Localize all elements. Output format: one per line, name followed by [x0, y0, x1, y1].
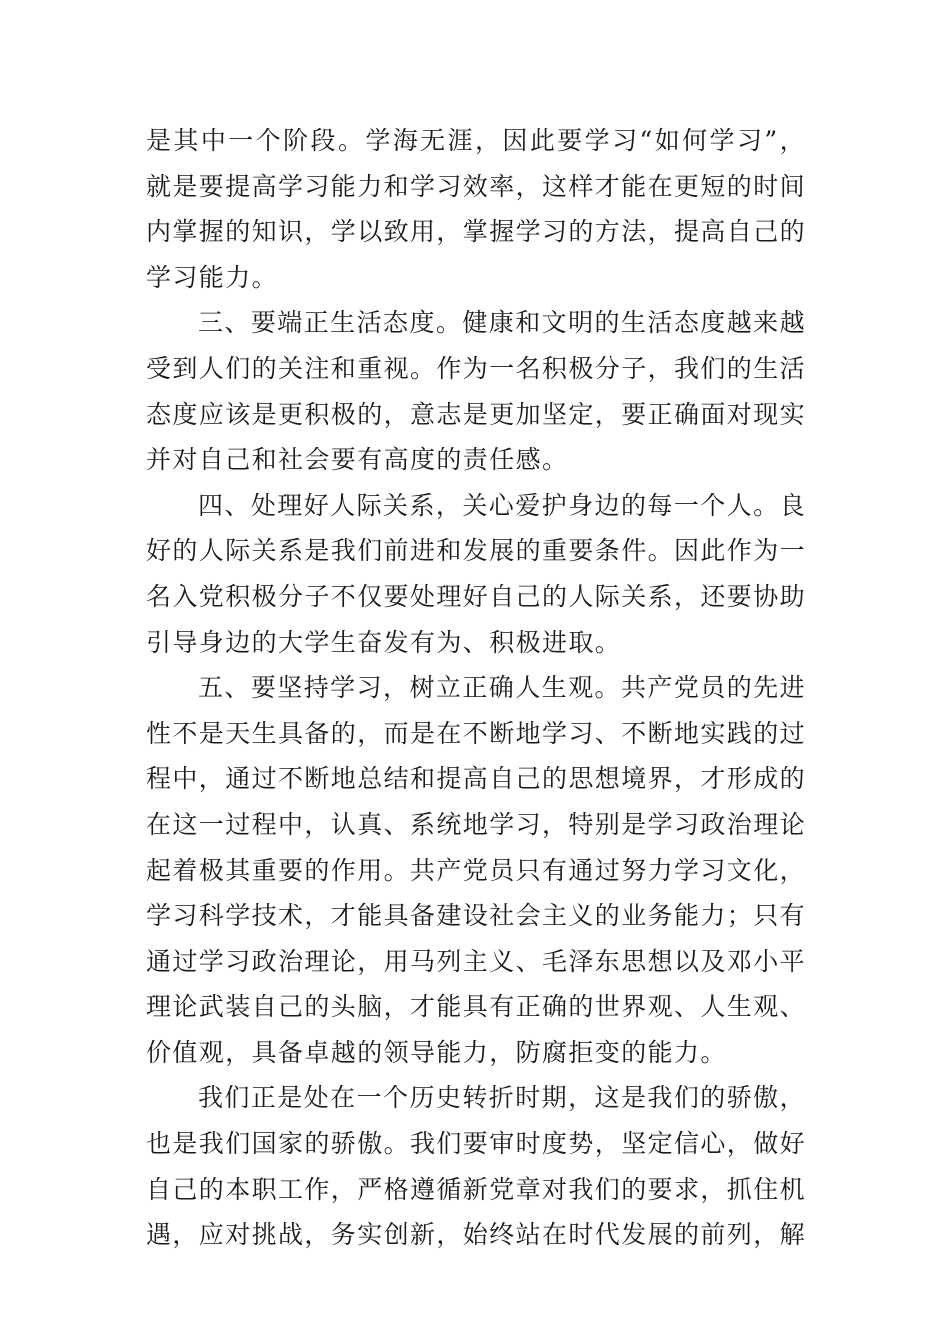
paragraph-relationships: 四、处理好人际关系，关心爱护身边的每一个人。良好的人际关系是我们前进和发展的重要条件。因此作为一名入党积极分子不仅要处理好自己的人际关系，还要协助引导身边的大学生奋发有为、积极进取。: [146, 490, 807, 657]
paragraph-life-attitude: 三、要端正生活态度。健康和文明的生活态度越来越受到人们的关注和重视。作为一名积极分子，我们的生活态度应该是更积极的，意志是更加坚定，要正确面对现实并对自己和社会要有高度的责任感。: [146, 308, 807, 475]
paragraph-conclusion: 我们正是处在一个历史转折时期，这是我们的骄傲，也是我们国家的骄傲。我们要审时度势，坚定信心，做好自己的本职工作，严格遵循新党章对我们的要求，抓住机遇，应对挑战，务实创新，始终站在时代发展的前列，解: [146, 1083, 807, 1250]
document-body: [146, 118, 806, 1258]
paragraph-outlook-on-life: 五、要坚持学习，树立正确人生观。共产党员的先进性不是天生具备的，而是在不断地学习、不断地实践的过程中，通过不断地总结和提高自己的思想境界，才形成的在这一过程中，认真、系统地学习，特别是学习政治理论起着极其重要的作用。共产党员只有通过努力学习文化，学习科学技术，才能具备建设社会主义的业务能力；只有通过学习政治理论，用马列主义、毛泽东思想以及邓小平理论武装自己的头脑，才能具有正确的世界观、人生观、价值观，具备卓越的领导能力，防腐拒变的能力。: [146, 673, 807, 1067]
paragraph-study-method: 是其中一个阶段。学海无涯，因此要学习“如何学习”，就是要提高学习能力和学习效率，这样才能在更短的时间内掌握的知识，学以致用，掌握学习的方法，提高自己的学习能力。: [146, 126, 807, 292]
